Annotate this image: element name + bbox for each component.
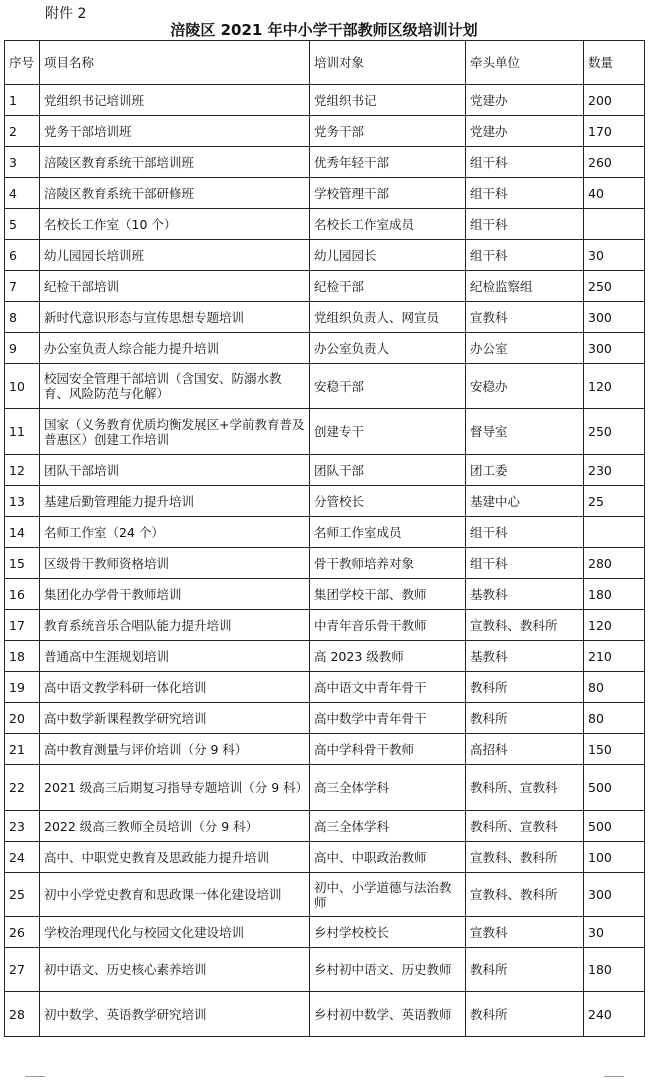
table-row [5, 209, 645, 240]
target-trainees: 高三全体学科 [310, 811, 466, 842]
quantity: 500 [584, 765, 645, 811]
row-index: 24 [5, 842, 40, 873]
row-index: 10 [5, 364, 40, 409]
quantity: 120 [584, 364, 645, 409]
lead-unit: 教科所 [466, 703, 584, 734]
lead-unit: 宣教科 [466, 302, 584, 333]
quantity: 230 [584, 455, 645, 486]
target-trainees: 高中语文中青年骨干 [310, 672, 466, 703]
project-name: 2021 级高三后期复习指导专题培训（分 9 科） [40, 765, 310, 811]
lead-unit: 宣教科、教科所 [466, 610, 584, 641]
quantity: 200 [584, 85, 645, 116]
table-row [5, 517, 645, 548]
row-index: 23 [5, 811, 40, 842]
quantity: 260 [584, 147, 645, 178]
table-row [5, 147, 645, 178]
target-trainees: 高 2023 级教师 [310, 641, 466, 672]
page-divider [25, 1076, 45, 1077]
project-name: 区级骨干教师资格培训 [40, 548, 310, 579]
target-trainees: 学校管理干部 [310, 178, 466, 209]
project-name: 校园安全管理干部培训（含国安、防溺水教育、风险防范与化解） [40, 364, 310, 409]
lead-unit: 教科所 [466, 992, 584, 1037]
project-name: 教育系统音乐合唱队能力提升培训 [40, 610, 310, 641]
table-row [5, 486, 645, 517]
quantity: 300 [584, 333, 645, 364]
target-trainees: 中青年音乐骨干教师 [310, 610, 466, 641]
lead-unit: 教科所 [466, 948, 584, 992]
row-index: 19 [5, 672, 40, 703]
table-row [5, 333, 645, 364]
quantity: 40 [584, 178, 645, 209]
table-row [5, 873, 645, 917]
lead-unit: 安稳办 [466, 364, 584, 409]
quantity: 80 [584, 672, 645, 703]
table-row [5, 116, 645, 147]
target-trainees: 乡村初中数学、英语教师 [310, 992, 466, 1037]
table-row [5, 948, 645, 992]
table-row [5, 302, 645, 333]
project-name: 党组织书记培训班 [40, 85, 310, 116]
quantity [584, 209, 645, 240]
row-index: 4 [5, 178, 40, 209]
project-name: 高中语文教学科研一体化培训 [40, 672, 310, 703]
quantity: 240 [584, 992, 645, 1037]
quantity: 120 [584, 610, 645, 641]
project-name: 高中数学新课程教学研究培训 [40, 703, 310, 734]
row-index: 13 [5, 486, 40, 517]
target-trainees: 幼儿园园长 [310, 240, 466, 271]
header-project-name: 项目名称 [40, 41, 310, 85]
lead-unit: 党建办 [466, 116, 584, 147]
table-row [5, 765, 645, 811]
table-row [5, 271, 645, 302]
quantity: 280 [584, 548, 645, 579]
lead-unit: 宣教科 [466, 917, 584, 948]
project-name: 名校长工作室（10 个） [40, 209, 310, 240]
lead-unit: 组干科 [466, 147, 584, 178]
target-trainees: 名校长工作室成员 [310, 209, 466, 240]
lead-unit: 团工委 [466, 455, 584, 486]
lead-unit: 组干科 [466, 209, 584, 240]
lead-unit: 基教科 [466, 641, 584, 672]
quantity: 250 [584, 271, 645, 302]
row-index: 2 [5, 116, 40, 147]
table-row [5, 610, 645, 641]
project-name: 纪检干部培训 [40, 271, 310, 302]
lead-unit: 宣教科、教科所 [466, 873, 584, 917]
lead-unit: 组干科 [466, 240, 584, 271]
project-name: 国家（义务教育优质均衡发展区+学前教育普及普惠区）创建工作培训 [40, 409, 310, 455]
table-row [5, 917, 645, 948]
row-index: 11 [5, 409, 40, 455]
lead-unit: 党建办 [466, 85, 584, 116]
quantity: 300 [584, 873, 645, 917]
table-row [5, 240, 645, 271]
project-name: 初中小学党史教育和思政课一体化建设培训 [40, 873, 310, 917]
row-index: 25 [5, 873, 40, 917]
row-index: 21 [5, 734, 40, 765]
target-trainees: 高中、中职政治教师 [310, 842, 466, 873]
quantity: 250 [584, 409, 645, 455]
row-index: 6 [5, 240, 40, 271]
lead-unit: 督导室 [466, 409, 584, 455]
table-row [5, 842, 645, 873]
quantity: 170 [584, 116, 645, 147]
project-name: 新时代意识形态与宣传思想专题培训 [40, 302, 310, 333]
target-trainees: 乡村初中语文、历史教师 [310, 948, 466, 992]
target-trainees: 创建专干 [310, 409, 466, 455]
quantity: 30 [584, 240, 645, 271]
document-title: 涪陵区 2021 年中小学干部教师区级培训计划 [170, 21, 478, 39]
table-row [5, 409, 645, 455]
target-trainees: 骨干教师培养对象 [310, 548, 466, 579]
target-trainees: 名师工作室成员 [310, 517, 466, 548]
project-name: 团队干部培训 [40, 455, 310, 486]
quantity: 30 [584, 917, 645, 948]
quantity: 100 [584, 842, 645, 873]
target-trainees: 高三全体学科 [310, 765, 466, 811]
lead-unit: 组干科 [466, 517, 584, 548]
quantity: 180 [584, 948, 645, 992]
table-row [5, 672, 645, 703]
lead-unit: 高招科 [466, 734, 584, 765]
row-index: 20 [5, 703, 40, 734]
quantity: 300 [584, 302, 645, 333]
target-trainees: 优秀年轻干部 [310, 147, 466, 178]
quantity [584, 517, 645, 548]
row-index: 17 [5, 610, 40, 641]
quantity: 150 [584, 734, 645, 765]
row-index: 7 [5, 271, 40, 302]
project-name: 普通高中生涯规划培训 [40, 641, 310, 672]
lead-unit: 纪检监察组 [466, 271, 584, 302]
lead-unit: 教科所、宣教科 [466, 811, 584, 842]
row-index: 22 [5, 765, 40, 811]
row-index: 28 [5, 992, 40, 1037]
row-index: 5 [5, 209, 40, 240]
lead-unit: 教科所、宣教科 [466, 765, 584, 811]
project-name: 幼儿园园长培训班 [40, 240, 310, 271]
table-row [5, 455, 645, 486]
target-trainees: 纪检干部 [310, 271, 466, 302]
table-body [5, 85, 645, 1037]
attachment-label: 附件 2 [45, 6, 87, 22]
header-quantity: 数量 [584, 41, 645, 85]
target-trainees: 高中数学中青年骨干 [310, 703, 466, 734]
row-index: 18 [5, 641, 40, 672]
table-row [5, 364, 645, 409]
project-name: 高中、中职党史教育及思政能力提升培训 [40, 842, 310, 873]
table-row [5, 178, 645, 209]
row-index: 8 [5, 302, 40, 333]
target-trainees: 党组织负责人、网宣员 [310, 302, 466, 333]
target-trainees: 乡村学校校长 [310, 917, 466, 948]
row-index: 9 [5, 333, 40, 364]
project-name: 高中教育测量与评价培训（分 9 科） [40, 734, 310, 765]
table-row [5, 641, 645, 672]
target-trainees: 党务干部 [310, 116, 466, 147]
lead-unit: 教科所 [466, 672, 584, 703]
project-name: 涪陵区教育系统干部培训班 [40, 147, 310, 178]
target-trainees: 集团学校干部、教师 [310, 579, 466, 610]
row-index: 14 [5, 517, 40, 548]
row-index: 15 [5, 548, 40, 579]
row-index: 26 [5, 917, 40, 948]
lead-unit: 组干科 [466, 548, 584, 579]
quantity: 25 [584, 486, 645, 517]
target-trainees: 初中、小学道德与法治教师 [310, 873, 466, 917]
quantity: 180 [584, 579, 645, 610]
project-name: 党务干部培训班 [40, 116, 310, 147]
quantity: 80 [584, 703, 645, 734]
target-trainees: 办公室负责人 [310, 333, 466, 364]
lead-unit: 基教科 [466, 579, 584, 610]
header-index: 序号 [5, 41, 40, 85]
project-name: 办公室负责人综合能力提升培训 [40, 333, 310, 364]
project-name: 初中语文、历史核心素养培训 [40, 948, 310, 992]
table-row [5, 548, 645, 579]
lead-unit: 基建中心 [466, 486, 584, 517]
project-name: 初中数学、英语教学研究培训 [40, 992, 310, 1037]
row-index: 27 [5, 948, 40, 992]
target-trainees: 团队干部 [310, 455, 466, 486]
row-index: 1 [5, 85, 40, 116]
lead-unit: 办公室 [466, 333, 584, 364]
lead-unit: 组干科 [466, 178, 584, 209]
table-row [5, 734, 645, 765]
table-row [5, 811, 645, 842]
header-lead-unit: 牵头单位 [466, 41, 584, 85]
row-index: 3 [5, 147, 40, 178]
table-row [5, 703, 645, 734]
target-trainees: 安稳干部 [310, 364, 466, 409]
lead-unit: 宣教科、教科所 [466, 842, 584, 873]
target-trainees: 党组织书记 [310, 85, 466, 116]
row-index: 12 [5, 455, 40, 486]
header-target-trainees: 培训对象 [310, 41, 466, 85]
project-name: 集团化办学骨干教师培训 [40, 579, 310, 610]
table-row [5, 992, 645, 1037]
page-divider [604, 1076, 624, 1077]
project-name: 学校治理现代化与校园文化建设培训 [40, 917, 310, 948]
target-trainees: 高中学科骨干教师 [310, 734, 466, 765]
row-index: 16 [5, 579, 40, 610]
training-plan-table [4, 40, 645, 1037]
table-row [5, 85, 645, 116]
project-name: 涪陵区教育系统干部研修班 [40, 178, 310, 209]
project-name: 基建后勤管理能力提升培训 [40, 486, 310, 517]
project-name: 名师工作室（24 个） [40, 517, 310, 548]
quantity: 210 [584, 641, 645, 672]
project-name: 2022 级高三教师全员培训（分 9 科） [40, 811, 310, 842]
table-row [5, 579, 645, 610]
quantity: 500 [584, 811, 645, 842]
header-row [5, 41, 645, 85]
target-trainees: 分管校长 [310, 486, 466, 517]
